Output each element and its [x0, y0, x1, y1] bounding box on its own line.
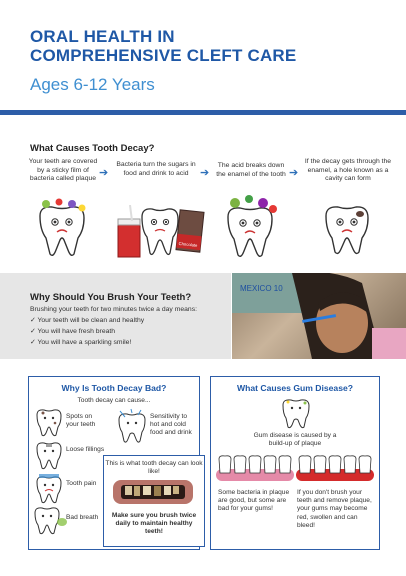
decay-effect-item: Sensitivity to hot and cold food and drink — [150, 413, 192, 437]
header-divider — [0, 110, 406, 115]
bad-breath-tooth-icon — [33, 505, 67, 535]
check-icon: ✓ — [30, 339, 36, 346]
spots-tooth-icon — [35, 407, 63, 437]
sugary-food-illustration — [116, 205, 206, 260]
gum-bacteria-text: Some bacteria in plaque are good, but some are bad for your gums! — [218, 489, 290, 513]
callout-advice: Make sure you brush twice daily to maintain healthy teeth! — [111, 512, 197, 536]
benefit-item: ✓ You will have a sparkling smile! — [30, 339, 132, 346]
brushing-intro: Brushing your teeth for two minutes twice a day means: — [30, 306, 197, 313]
arrow-right-icon: ➔ — [200, 167, 210, 179]
decay-step-1: Your teeth are covered by a sticky film of bacteria called plaque — [28, 158, 98, 183]
page-title-line-1: ORAL HEALTH IN — [30, 27, 175, 46]
arrow-right-icon: ➔ — [289, 167, 299, 179]
check-icon: ✓ — [30, 328, 36, 335]
decay-bad-intro: Tooth decay can cause... — [77, 397, 151, 404]
sensitivity-tooth-icon — [117, 408, 147, 448]
photo-shirt-text: MEXICO 10 — [240, 284, 283, 293]
plaque-tooth-illustration — [34, 198, 90, 258]
arrow-right-icon: ➔ — [99, 167, 109, 179]
gum-disease-intro: Gum disease is caused by a build-up of plaque — [253, 432, 337, 448]
cavity-tooth-illustration — [322, 202, 372, 257]
plaque-tooth-icon — [281, 397, 311, 429]
acid-tooth-illustration — [223, 193, 281, 258]
page-subtitle: Ages 6-12 Years — [30, 75, 155, 94]
decay-effect-item: Bad breath — [66, 514, 99, 521]
decayed-teeth-photo — [113, 480, 193, 504]
decay-step-3: The acid breaks down the enamel of the tooth — [216, 162, 286, 178]
inflamed-gums-illustration — [296, 455, 374, 483]
decay-step-2: Bacteria turn the sugars in food and drink to acid — [116, 161, 196, 177]
benefit-item: ✓ Your teeth will be clean and healthy — [30, 317, 145, 324]
healthy-gums-illustration — [216, 455, 294, 483]
decay-effect-item: Spots on your teeth — [66, 413, 96, 429]
benefit-item: ✓ You will have fresh breath — [30, 328, 116, 335]
girl-brushing-photo-art — [232, 273, 406, 359]
decay-effect-item: Loose fillings — [66, 446, 105, 453]
decay-effect-item: Tooth pain — [66, 480, 97, 487]
gum-disease-heading: What Causes Gum Disease? — [236, 383, 354, 393]
chocolate-label: Chocolate — [178, 240, 198, 248]
brushing-heading: Why Should You Brush Your Teeth? — [30, 292, 192, 303]
decay-causes-heading: What Causes Tooth Decay? — [30, 143, 155, 154]
check-icon: ✓ — [30, 317, 36, 324]
gum-warning-text: If you don't brush your teeth and remove plaque, your gums may become red, swollen and can bleed! — [297, 489, 372, 529]
callout-text: This is what tooth decay can look like! — [105, 460, 203, 476]
loose-filling-tooth-icon — [35, 440, 63, 470]
decay-step-4: If the decay gets through the enamel, a hole known as a cavity can form — [304, 158, 392, 183]
girl-brushing-teeth-photo — [232, 273, 406, 359]
page-title-line-2: COMPREHENSIVE CLEFT CARE — [30, 46, 297, 65]
decay-bad-heading: Why Is Tooth Decay Bad? — [61, 383, 167, 393]
tooth-pain-icon — [35, 474, 63, 504]
